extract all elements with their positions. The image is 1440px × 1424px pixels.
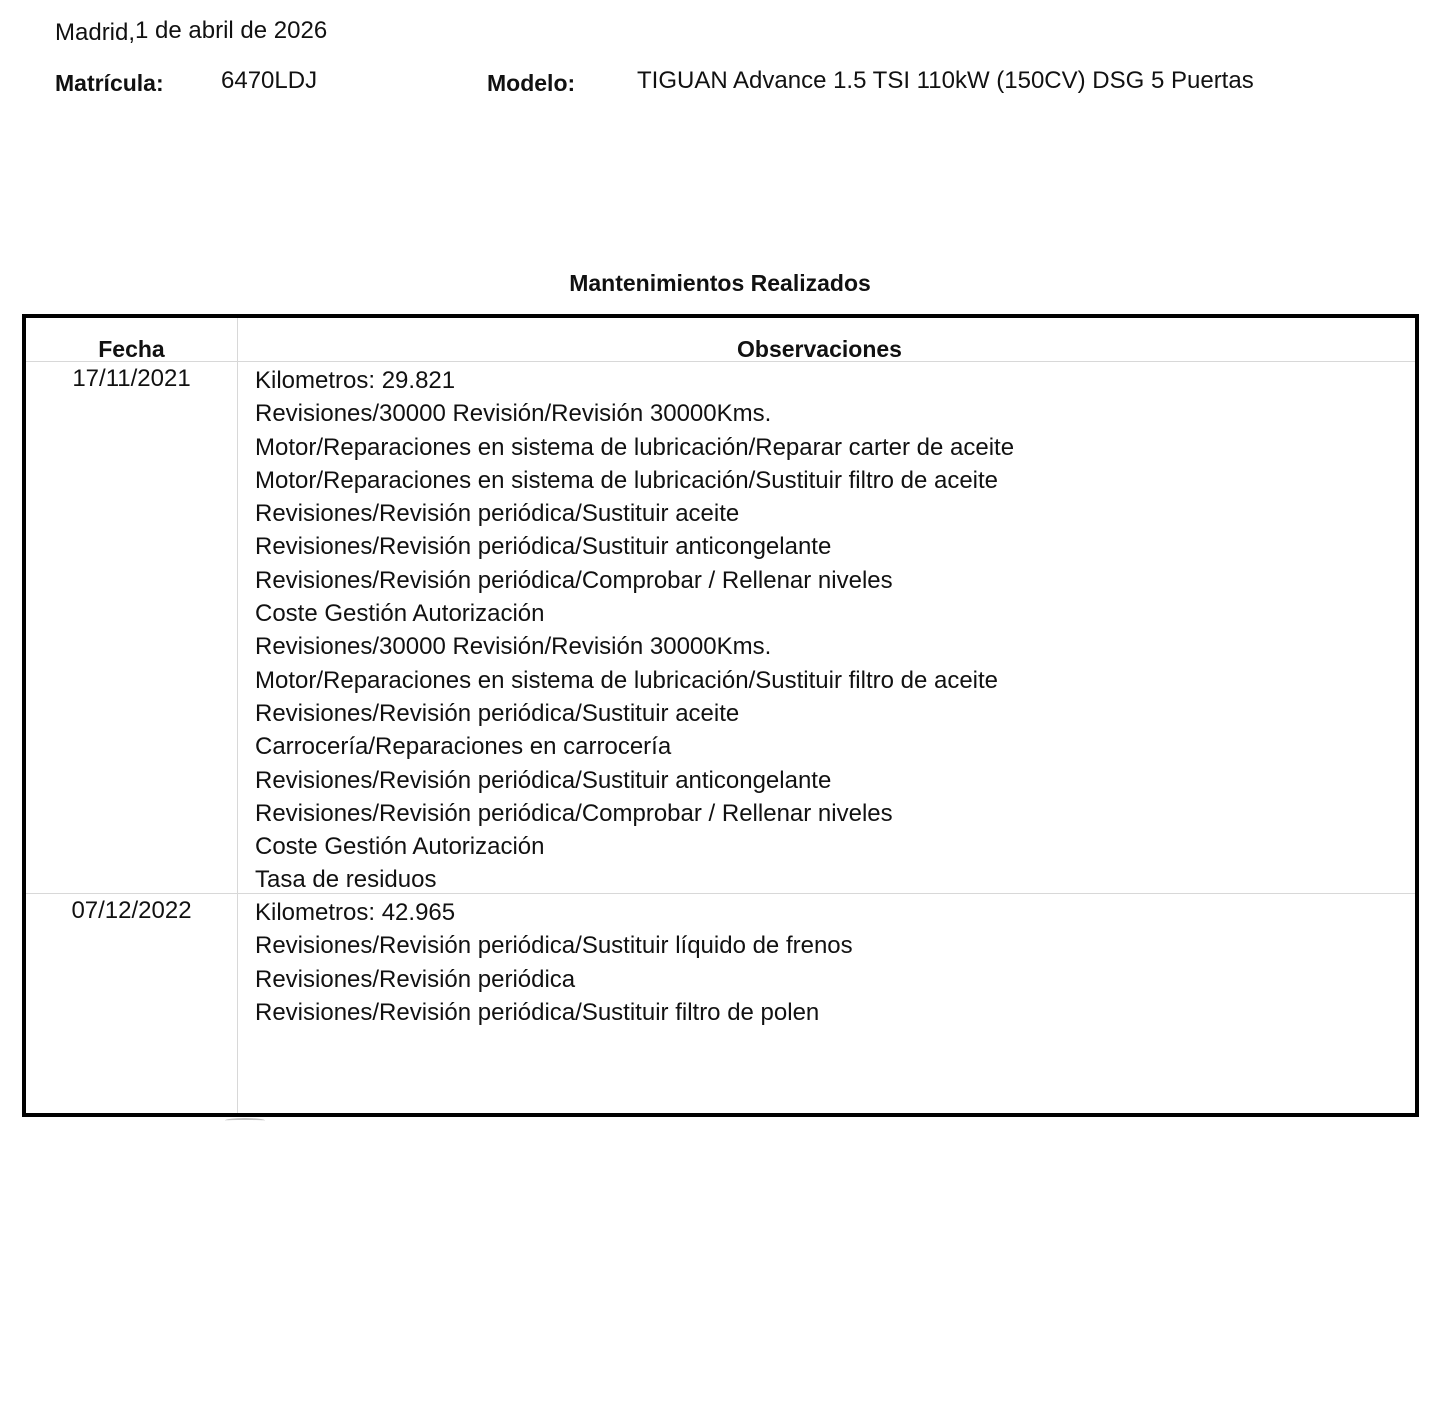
observation-item: Revisiones/Revisión periódica/Sustituir anticongelante — [255, 766, 832, 794]
observation-item: Kilometros: 42.965 — [255, 899, 456, 926]
observation-item: Carrocería/Reparaciones en carrocería — [255, 733, 672, 761]
observation-item: Revisiones/Revisión periódica/Sustituir aceite — [255, 500, 740, 528]
observation-item: Motor/Reparaciones en sistema de lubricación/Sustituir filtro de aceite — [255, 666, 999, 694]
observation-item: Revisiones/Revisión periódica/Sustituir aceite — [255, 699, 740, 727]
observation-item: Revisiones/Revisión periódica — [255, 965, 576, 993]
observation-item: Revisiones/Revisión periódica/Sustituir anticongelante — [255, 533, 832, 561]
observation-item: Kilometros: 29.821 — [255, 367, 456, 394]
section-title: Mantenimientos Realizados — [569, 270, 871, 296]
observation-item: Revisiones/Revisión periódica/Comprobar / Rellenar niveles — [255, 566, 893, 594]
observation-list — [255, 896, 853, 1029]
entry-date: 17/11/2021 — [72, 365, 191, 392]
observation-item: Motor/Reparaciones en sistema de lubricación/Sustituir filtro de aceite — [255, 466, 999, 494]
observation-item: Tasa de residuos — [255, 866, 437, 894]
observation-item: Revisiones/Revisión periódica/Comprobar / Rellenar niveles — [255, 799, 893, 827]
observation-list — [255, 364, 1014, 897]
column-divider — [237, 318, 238, 1113]
observation-item: Coste Gestión Autorización — [255, 600, 545, 628]
model-label: Modelo: — [487, 70, 576, 96]
city: Madrid, — [55, 19, 136, 46]
observation-item: Revisiones/30000 Revisión/Revisión 30000Kms. — [255, 633, 772, 661]
observation-item: Revisiones/30000 Revisión/Revisión 30000Kms. — [255, 400, 772, 428]
document-date: 1 de abril de 2026 — [135, 17, 328, 44]
column-header-date: Fecha — [98, 336, 165, 362]
column-header-observations: Observaciones — [737, 336, 902, 362]
observation-item: Coste Gestión Autorización — [255, 833, 545, 861]
observation-item: Revisiones/Revisión periódica/Sustituir filtro de polen — [255, 998, 820, 1026]
plate-label: Matrícula: — [55, 70, 164, 96]
model-value: TIGUAN Advance 1.5 TSI 110kW (150CV) DSG 5 Puertas — [637, 67, 1254, 94]
observation-item: Revisiones/Revisión periódica/Sustituir líquido de frenos — [255, 932, 853, 960]
plate-value: 6470LDJ — [221, 67, 318, 94]
place-date — [55, 16, 327, 46]
scan-artifact — [225, 1118, 265, 1123]
observation-item: Motor/Reparaciones en sistema de lubricación/Reparar carter de aceite — [255, 433, 1015, 461]
entry-date: 07/12/2022 — [71, 897, 192, 924]
